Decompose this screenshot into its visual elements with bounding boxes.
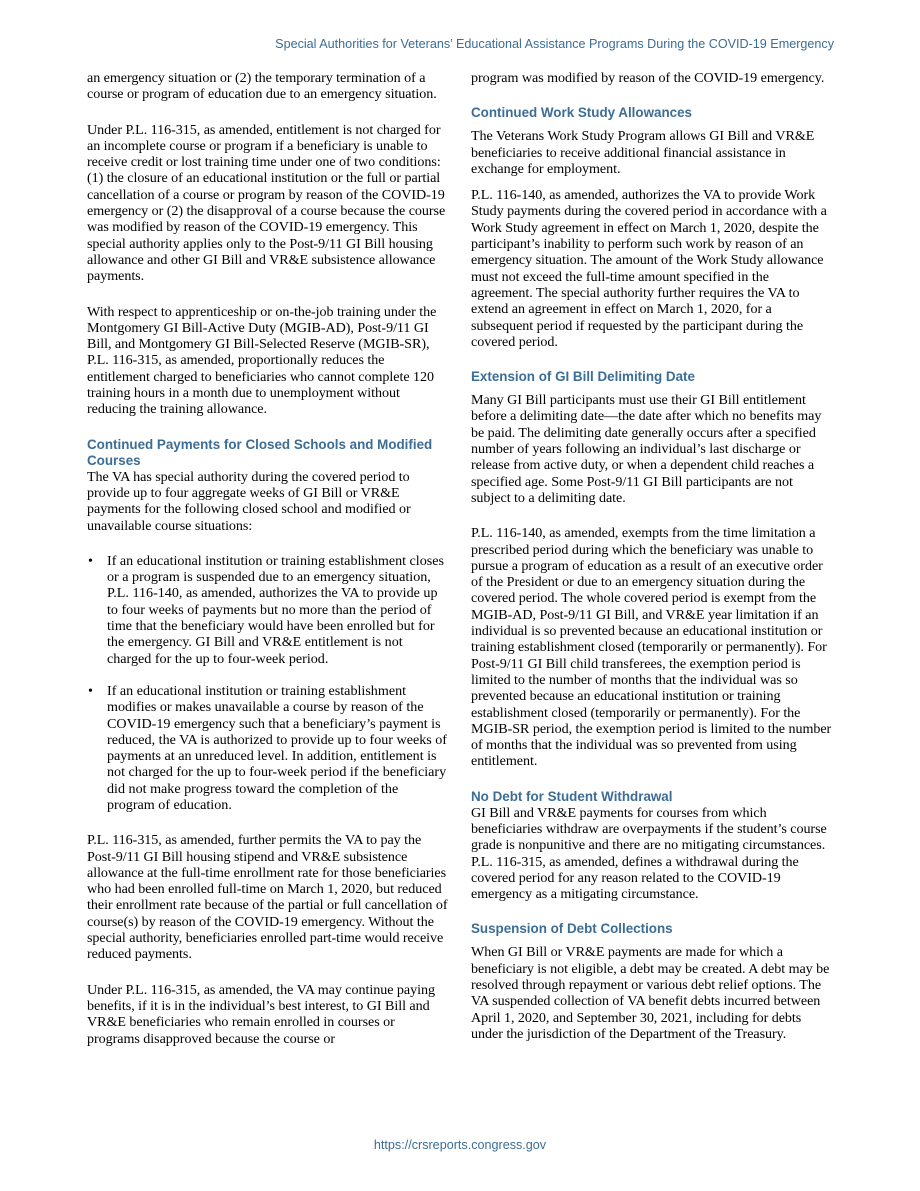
footer-url[interactable]: https://crsreports.congress.gov (373, 1138, 547, 1152)
paragraph: an emergency situation or (2) the temporary termination of a course or program of education due to an emergency situation. (87, 70, 437, 103)
right-column (471, 70, 833, 1052)
paragraph: With respect to apprenticeship or on-the-job training under the Montgomery GI Bill-Active Duty (MGIB-AD), Post-9/11 GI Bill, and Montgomery GI Bill-Selected Reserve (MGIB-SR), P.L. 116-315, as amended, proportionally reduces the entitlement charged to beneficiaries who cannot complete 120 training hours in a month due to unemployment without reducing the training allowance. (87, 303, 437, 418)
running-header: Special Authorities for Veterans’ Educational Assistance Programs During the COVID-19 Emergency (275, 37, 834, 51)
list-item (87, 683, 449, 813)
paragraph: Many GI Bill participants must use their GI Bill entitlement before a delimiting date—the date after which no benefits may be paid. The delimiting date generally occurs after a specified number of years following an individual’s last discharge or release from active duty, or when a dependent child reaches a specified age. Some Post-9/11 GI Bill participants are not subject to a delimiting date. (471, 392, 822, 506)
list-item-text: If an educational institution or training establishment closes or a program is suspended due to an emergency situation, P.L. 116-140, as amended, authorizes the VA to provide up to four weeks of payments but no more than the period of time that the beneficiary would have been enrolled but for the emergency. GI Bill and VR&E entitlement is not charged for the up to four-week period. (107, 552, 444, 667)
bullet-icon: • (88, 682, 93, 699)
paragraph: P.L. 116-140, as amended, exempts from the time limitation a prescribed period during which the beneficiary was unable to pursue a program of education as a result of an executive order of the President or due to an emergency situation during the covered period. The whole covered period is exempt from the MGIB-AD, Post-9/11 GI Bill, and VR&E year limitation if an individual is so prevented because an educational institution or training establishment closed (temporarily or permanently). For Post-9/11 GI Bill child transferees, the exemption period is limited to the number of months that the individual was so prevented because an educational institution or training establishment closed (temporarily or permanently). For the MGIB-SR period, the exemption period is limited to the number of months that the individual was so prevented from using entitlement. (471, 525, 832, 770)
paragraph: P.L. 116-140, as amended, authorizes the VA to provide Work Study payments during the covered period in accordance with a Work Study agreement in effect on March 1, 2020, despite the participant’s inability to perform such work by reason of an emergency situation. The amount of the Work Study allowance must not exceed the full-time amount specified in the agreement. The special authority further requires the VA to extend an agreement in effect on March 1, 2020, for a subsequent period if requested by the participant during the covered period. (471, 187, 827, 350)
section-heading-no-debt: No Debt for Student Withdrawal (471, 788, 673, 804)
list-item-text: If an educational institution or training establishment modifies or makes unavailable a course by reason of the COVID-19 emergency such that a beneficiary’s payment is reduced, the VA is authorized to provide up to four weeks of payments at an unreduced level. In addition, entitlement is not charged for the up to four-week period if the beneficiary did not make progress toward the completion of the program of education. (107, 682, 447, 813)
bullet-icon: • (88, 552, 93, 569)
paragraph: GI Bill and VR&E payments for courses from which beneficiaries withdraw are overpayments if the student’s course grade is nonpunitive and there are no mitigating circumstances. P.L. 116-315, as amended, defines a withdrawal during the covered period for any reason related to the COVID-19 emergency as a mitigating circumstance. (471, 804, 827, 903)
paragraph: Under P.L. 116-315, as amended, entitlement is not charged for an incomplete course or program if a beneficiary is unable to receive credit or lost training time under one of two conditions: (1) the closure of an educational institution or the full or partial cancellation of a course or program by reason of the COVID-19 emergency or (2) the disapproval of a course because the course was modified by reason of the COVID-19 emergency. This special authority applies only to the Post-9/11 GI Bill housing allowance and other GI Bill and VR&E subsistence allowance payments. (87, 121, 446, 285)
paragraph: program was modified by reason of the COVID-19 emergency. (471, 70, 825, 86)
list-item (87, 553, 449, 667)
section-heading-work-study: Continued Work Study Allowances (471, 105, 692, 121)
section-heading-closed-schools: Continued Payments for Closed Schools and Modified Courses (87, 436, 433, 468)
paragraph: The Veterans Work Study Program allows GI Bill and VR&E beneficiaries to receive additional financial assistance in exchange for employment. (471, 128, 815, 177)
bullet-list (87, 553, 449, 813)
section-heading-debt-collections: Suspension of Debt Collections (471, 921, 673, 937)
paragraph: When GI Bill or VR&E payments are made for which a beneficiary is not eligible, a debt may be created. A debt may be resolved through repayment or various debt relief options. The VA suspended collection of VA benefit debts incurred between April 1, 2020, and September 30, 2021, including for debts under the jurisdiction of the Department of the Treasury. (471, 944, 830, 1042)
paragraph: P.L. 116-315, as amended, further permits the VA to pay the Post-9/11 GI Bill housing stipend and VR&E subsistence allowance at the full-time enrollment rate for those beneficiaries who had been enrolled full-time on March 1, 2020, but reduced their enrollment rate because of the partial or full cancellation of course(s) by reason of the COVID-19 emergency. Without the special authority, beneficiaries enrolled part-time would receive reduced payments. (87, 832, 448, 963)
left-column (87, 70, 449, 1057)
paragraph: Under P.L. 116-315, as amended, the VA may continue paying benefits, if it is in the individual’s best interest, to GI Bill and VR&E beneficiaries who remain enrolled in courses or programs disapproved because the course or (87, 981, 435, 1047)
paragraph: The VA has special authority during the covered period to provide up to four aggregate weeks of GI Bill or VR&E payments for the following closed school and modified or unavailable course situations: (87, 468, 411, 534)
section-heading-delimiting-date: Extension of GI Bill Delimiting Date (471, 369, 695, 385)
